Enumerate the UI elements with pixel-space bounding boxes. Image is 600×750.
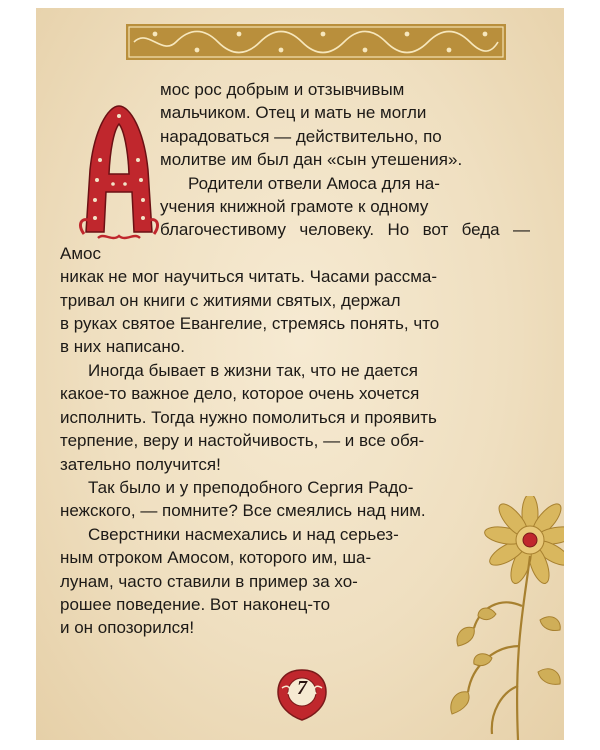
text-line: нежского, — помните? Все смеялись над ним.	[60, 501, 426, 521]
text-line: нарадоваться — действительно, по	[160, 126, 442, 146]
top-ornament-band	[126, 24, 506, 60]
paragraph-2	[60, 172, 530, 359]
text-line: тривал он книги с житиями святых, держал	[60, 290, 401, 310]
text-line: какое-то важное дело, которое очень хочется	[60, 384, 420, 404]
paragraph-1	[60, 78, 530, 172]
text-line: Сверстники насмехались и над серьез-	[88, 524, 399, 544]
text-line: благочестивому человеку. Но вот беда — Амос	[60, 220, 530, 263]
paragraph-3	[60, 359, 530, 476]
text-line: никак не мог научиться читать. Часами рассма-	[60, 267, 437, 287]
text-line: и он опозорился!	[60, 618, 195, 638]
text-line: Иногда бывает в жизни так, что не дается	[88, 360, 418, 380]
text-line: исполнить. Тогда нужно помолиться и проявить	[60, 407, 437, 427]
text-line: молитве им был дан «сын утешения».	[160, 150, 463, 170]
text-line: лунам, часто ставили в пример за хо-	[60, 571, 358, 591]
text-line: в них написано.	[60, 337, 185, 357]
text-line: в руках святое Евангелие, стремясь понять, что	[60, 314, 440, 334]
book-page	[36, 8, 564, 740]
text-line: мальчиком. Отец и мать не могли	[160, 103, 427, 123]
text-line: зательно получится!	[60, 454, 221, 474]
text-line: рошее поведение. Вот наконец-то	[60, 594, 331, 614]
text-line: Родители отвели Амоса для на-	[188, 173, 440, 193]
text-line: учения книжной грамоте к одному	[160, 197, 429, 217]
text-line: ным отроком Амосом, которого им, ша-	[60, 548, 372, 568]
text-line: мос рос добрым и отзывчивым	[160, 80, 405, 99]
page-number: 7	[297, 677, 307, 699]
text-line: терпение, веру и настойчивость, — и все обя-	[60, 431, 425, 451]
text-line: Так было и у преподобного Сергия Радо-	[88, 477, 414, 497]
flower-ornament	[444, 496, 564, 740]
